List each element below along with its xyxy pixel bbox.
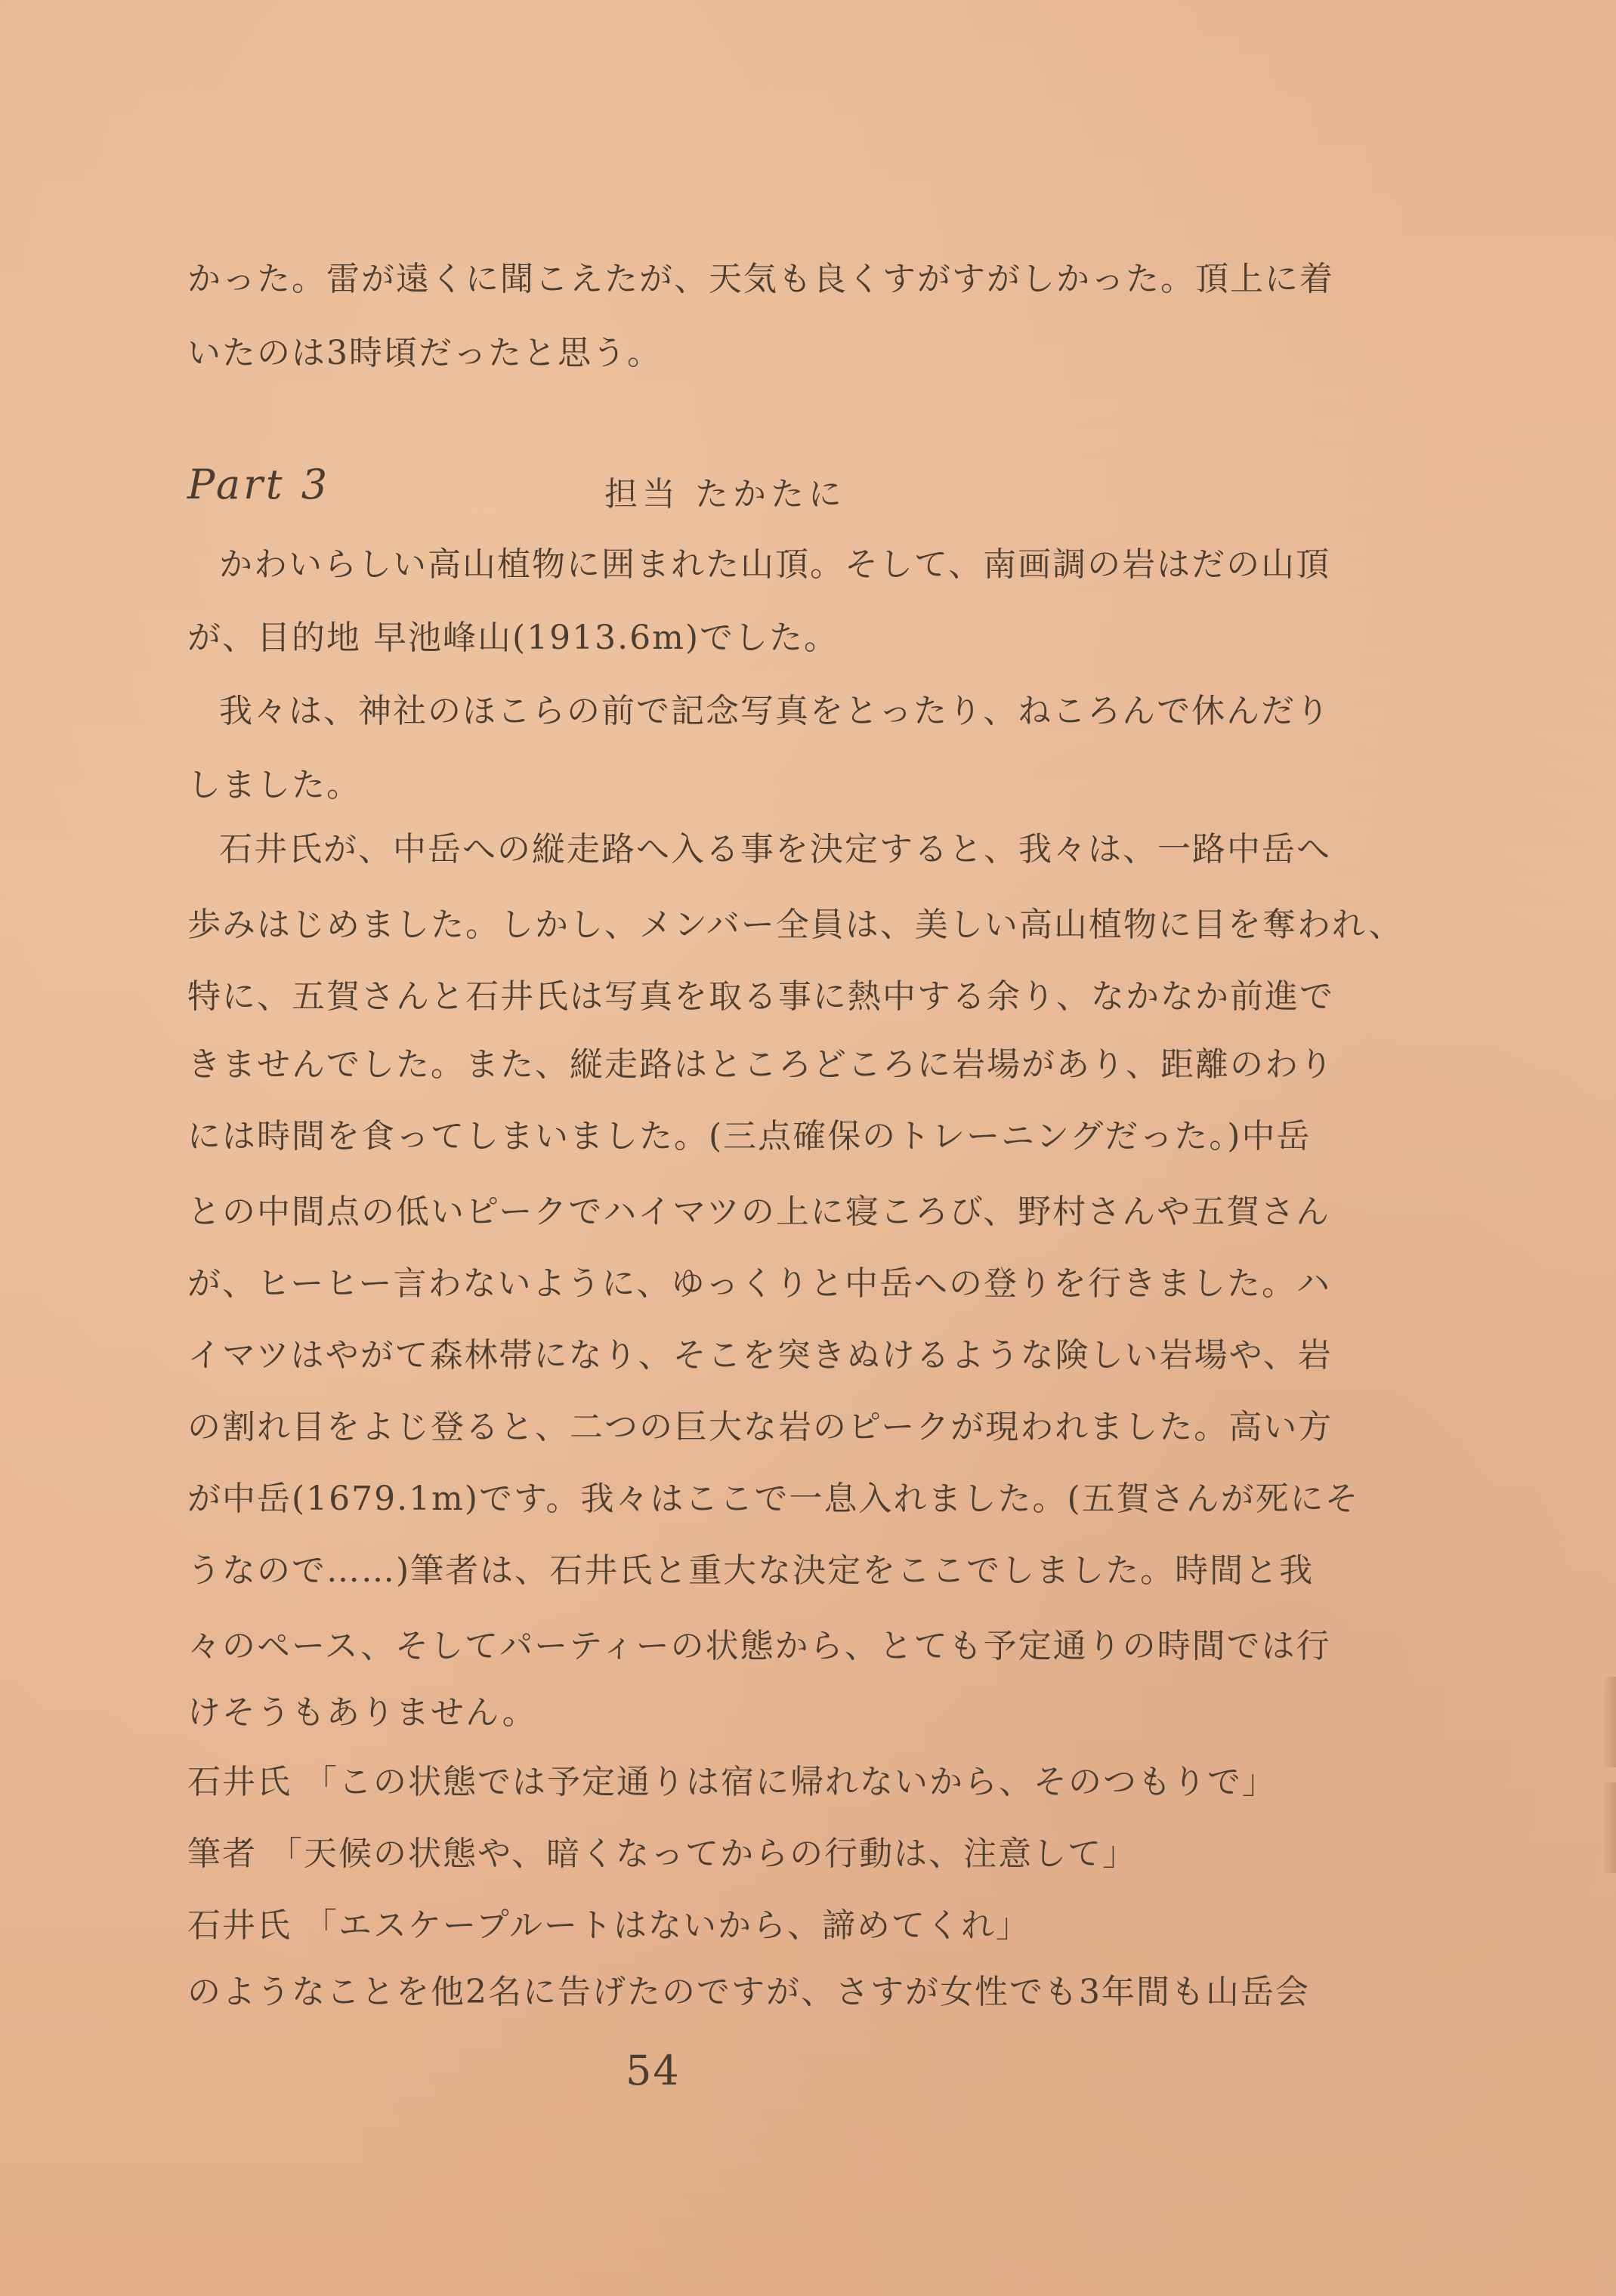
text-line: には時間を食ってしまいました。(三点確保のトレーニングだった。)中岳	[187, 1117, 1312, 1156]
text-line: との中間点の低いピークでハイマツの上に寝ころび、野村さんや五賀さん	[187, 1193, 1331, 1231]
text-line: が、目的地 早池峰山(1913.6m)でした。	[187, 619, 839, 657]
text-line: うなので……)筆者は、石井氏と重大な決定をここでしました。時間と我	[187, 1551, 1315, 1590]
text-line: が、ヒーヒー言わないように、ゆっくりと中岳への登りを行きました。ハ	[187, 1264, 1332, 1303]
dialogue-line: 石井氏 「この状態では予定通りは宿に帰れないから、そのつもりで」	[187, 1763, 1277, 1801]
page-number: 54	[626, 2047, 681, 2094]
section-author: 担当 たかたに	[604, 475, 846, 514]
text-line: かった。雷が遠くに聞こえたが、天気も良くすがすがしかった。頂上に着	[187, 260, 1334, 298]
dialogue-line: 石井氏 「エスケープルートはないから、諦めてくれ」	[187, 1906, 1031, 1945]
section-heading: Part 3	[187, 461, 331, 508]
text-line: かわいらしい高山植物に囲まれた山頂。そして、南画調の岩はだの山頂	[219, 545, 1331, 584]
text-line: イマツはやがて森林帯になり、そこを突きぬけるような険しい岩場や、岩	[187, 1336, 1333, 1375]
text-line: の割れ目をよじ登ると、二つの巨大な岩のピークが現われました。高い方	[187, 1408, 1333, 1446]
text-line: 石井氏が、中岳への縦走路へ入る事を決定すると、我々は、一路中岳へ	[219, 830, 1331, 869]
text-line: けそうもありません。	[187, 1693, 537, 1732]
text-line: いたのは3時頃だったと思う。	[187, 334, 662, 372]
text-line: 歩みはじめました。しかし、メンバー全員は、美しい高山植物に目を奪われ、	[187, 906, 1404, 944]
paper-crease	[1602, 1677, 1616, 1767]
text-line: きませんでした。また、縦走路はところどころに岩場があり、距離のわり	[187, 1045, 1334, 1084]
text-line: 特に、五賀さんと石井氏は写真を取る事に熱中する余り、なかなか前進で	[187, 977, 1334, 1016]
text-line: しました。	[187, 766, 361, 804]
dialogue-line: 筆者 「天候の状態や、暗くなってからの行動は、注意して」	[187, 1835, 1138, 1873]
text-line: 々のペース、そしてパーティーの状態から、とても予定通りの時間では行	[187, 1627, 1331, 1665]
text-line: が中岳(1679.1m)です。我々はここで一息入れました。(五賀さんが死にそ	[187, 1480, 1360, 1518]
paper-crease	[1602, 1782, 1616, 1873]
text-line: 我々は、神社のほこらの前で記念写真をとったり、ねころんで休んだり	[219, 692, 1331, 730]
text-line: のようなことを他2名に告げたのですが、さすが女性でも3年間も山岳会	[187, 1973, 1310, 2011]
